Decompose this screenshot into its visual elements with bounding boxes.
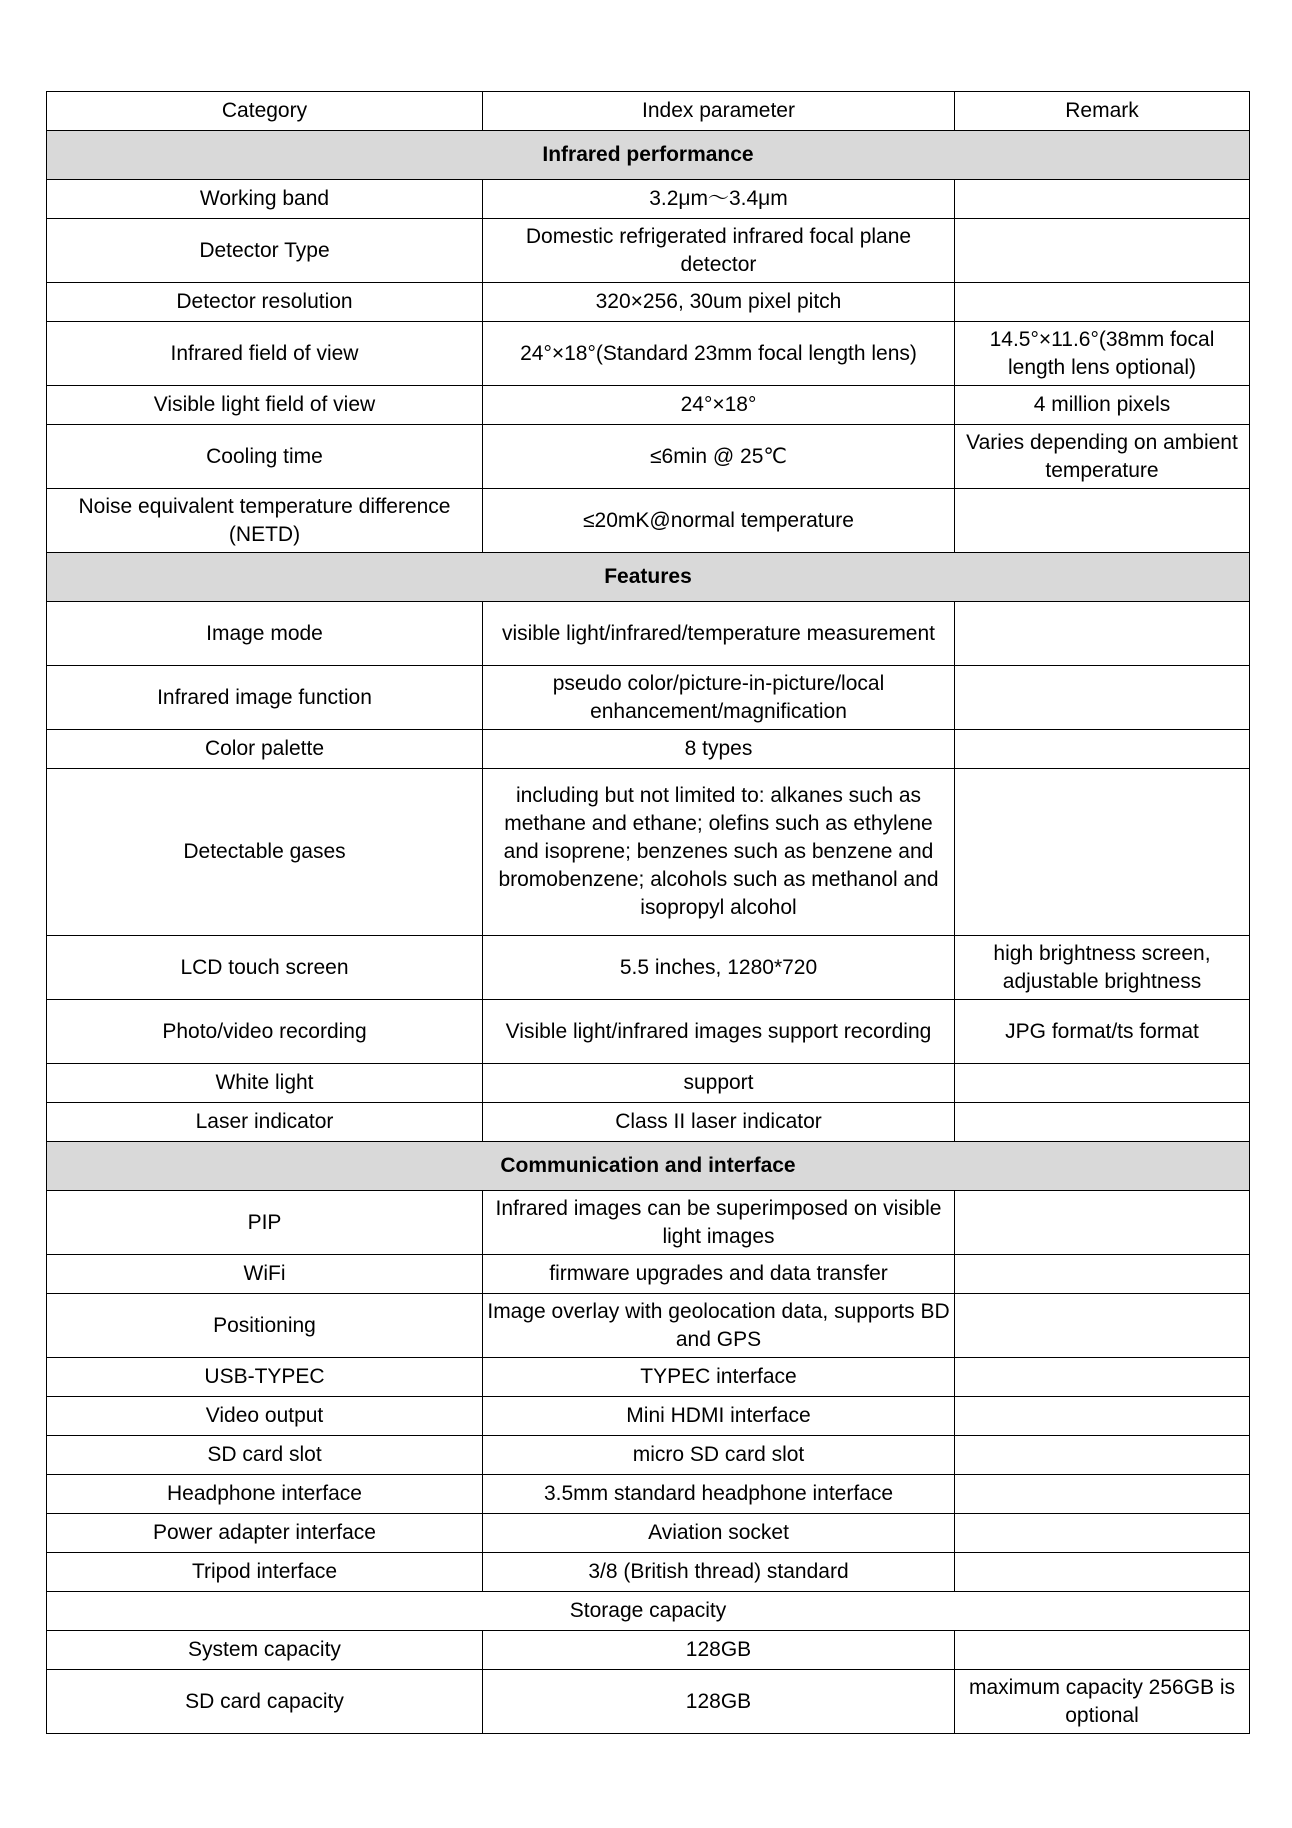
category-cell: Detectable gases: [47, 769, 483, 936]
index-cell: ≤6min @ 25℃: [483, 425, 955, 489]
index-cell: 128GB: [483, 1670, 955, 1734]
section-row: [47, 131, 1250, 180]
index-cell: 3.2μm～3.4μm: [483, 180, 955, 219]
table-row: [47, 1103, 1250, 1142]
category-cell: Color palette: [47, 730, 483, 769]
category-cell: Working band: [47, 180, 483, 219]
section-row: [47, 1142, 1250, 1191]
table-row: [47, 1000, 1250, 1064]
index-cell: Aviation socket: [483, 1514, 955, 1553]
index-cell: firmware upgrades and data transfer: [483, 1255, 955, 1294]
index-cell: Visible light/infrared images support recording: [483, 1000, 955, 1064]
remark-cell: [955, 1631, 1250, 1670]
table-row: [47, 386, 1250, 425]
index-cell: ≤20mK@normal temperature: [483, 489, 955, 553]
table-row: [47, 1255, 1250, 1294]
remark-cell: high brightness screen, adjustable brightness: [955, 936, 1250, 1000]
index-cell: 24°×18°(Standard 23mm focal length lens): [483, 322, 955, 386]
table-row: [47, 1294, 1250, 1358]
index-cell: 320×256, 30um pixel pitch: [483, 283, 955, 322]
index-cell: TYPEC interface: [483, 1358, 955, 1397]
table-row: [47, 1670, 1250, 1734]
remark-cell: [955, 602, 1250, 666]
category-cell: System capacity: [47, 1631, 483, 1670]
index-cell: visible light/infrared/temperature measurement: [483, 602, 955, 666]
index-cell: 3.5mm standard headphone interface: [483, 1475, 955, 1514]
index-cell: Image overlay with geolocation data, supports BD and GPS: [483, 1294, 955, 1358]
index-cell: Domestic refrigerated infrared focal plane detector: [483, 219, 955, 283]
category-cell: Cooling time: [47, 425, 483, 489]
remark-cell: [955, 180, 1250, 219]
table-row: [47, 322, 1250, 386]
category-cell: PIP: [47, 1191, 483, 1255]
section-title: Infrared performance: [47, 131, 1250, 180]
remark-cell: [955, 489, 1250, 553]
table-row: [47, 1191, 1250, 1255]
category-cell: Tripod interface: [47, 1553, 483, 1592]
index-cell: pseudo color/picture-in-picture/local enhancement/magnification: [483, 666, 955, 730]
table-row: [47, 666, 1250, 730]
category-cell: Noise equivalent temperature difference (NETD): [47, 489, 483, 553]
section-title: Features: [47, 553, 1250, 602]
index-cell: 24°×18°: [483, 386, 955, 425]
remark-cell: [955, 769, 1250, 936]
spec-table: [46, 91, 1250, 1734]
index-cell: 8 types: [483, 730, 955, 769]
category-cell: Positioning: [47, 1294, 483, 1358]
remark-cell: 4 million pixels: [955, 386, 1250, 425]
remark-cell: [955, 1475, 1250, 1514]
category-cell: Infrared image function: [47, 666, 483, 730]
table-row: [47, 1475, 1250, 1514]
category-cell: LCD touch screen: [47, 936, 483, 1000]
table-row: [47, 1358, 1250, 1397]
remark-cell: [955, 1553, 1250, 1592]
table-row: [47, 1553, 1250, 1592]
category-cell: USB-TYPEC: [47, 1358, 483, 1397]
table-row: [47, 1397, 1250, 1436]
table-row: [47, 602, 1250, 666]
remark-cell: [955, 1294, 1250, 1358]
section-row: [47, 1592, 1250, 1631]
category-cell: Detector Type: [47, 219, 483, 283]
index-cell: 128GB: [483, 1631, 955, 1670]
index-cell: Mini HDMI interface: [483, 1397, 955, 1436]
category-cell: Laser indicator: [47, 1103, 483, 1142]
table-row: [47, 1514, 1250, 1553]
remark-cell: [955, 1255, 1250, 1294]
remark-cell: maximum capacity 256GB is optional: [955, 1670, 1250, 1734]
category-cell: White light: [47, 1064, 483, 1103]
table-row: [47, 1064, 1250, 1103]
category-cell: Visible light field of view: [47, 386, 483, 425]
category-cell: SD card capacity: [47, 1670, 483, 1734]
category-cell: Infrared field of view: [47, 322, 483, 386]
category-cell: Headphone interface: [47, 1475, 483, 1514]
header-index: Index parameter: [483, 92, 955, 131]
table-row: [47, 936, 1250, 1000]
index-cell: including but not limited to: alkanes such as methane and ethane; olefins such as ethylene and isoprene; benzenes such as benzene and bromobenzene; alcohols such as methanol and isopropyl alcohol: [483, 769, 955, 936]
table-row: [47, 489, 1250, 553]
remark-cell: [955, 1191, 1250, 1255]
table-row: [47, 730, 1250, 769]
section-title: Communication and interface: [47, 1142, 1250, 1191]
category-cell: Image mode: [47, 602, 483, 666]
remark-cell: [955, 283, 1250, 322]
remark-cell: [955, 1514, 1250, 1553]
remark-cell: [955, 1397, 1250, 1436]
section-title: Storage capacity: [47, 1592, 1250, 1631]
section-row: [47, 553, 1250, 602]
index-cell: Class II laser indicator: [483, 1103, 955, 1142]
table-row: [47, 219, 1250, 283]
remark-cell: Varies depending on ambient temperature: [955, 425, 1250, 489]
header-category: Category: [47, 92, 483, 131]
header-row: [47, 92, 1250, 131]
header-remark: Remark: [955, 92, 1250, 131]
index-cell: micro SD card slot: [483, 1436, 955, 1475]
index-cell: support: [483, 1064, 955, 1103]
table-row: [47, 1631, 1250, 1670]
category-cell: Detector resolution: [47, 283, 483, 322]
remark-cell: [955, 1103, 1250, 1142]
table-row: [47, 180, 1250, 219]
index-cell: 3/8 (British thread) standard: [483, 1553, 955, 1592]
category-cell: Power adapter interface: [47, 1514, 483, 1553]
table-row: [47, 769, 1250, 936]
remark-cell: [955, 219, 1250, 283]
remark-cell: JPG format/ts format: [955, 1000, 1250, 1064]
remark-cell: [955, 1436, 1250, 1475]
remark-cell: [955, 1358, 1250, 1397]
category-cell: SD card slot: [47, 1436, 483, 1475]
table-row: [47, 425, 1250, 489]
table-row: [47, 283, 1250, 322]
category-cell: WiFi: [47, 1255, 483, 1294]
index-cell: Infrared images can be superimposed on visible light images: [483, 1191, 955, 1255]
remark-cell: [955, 666, 1250, 730]
table-row: [47, 1436, 1250, 1475]
category-cell: Photo/video recording: [47, 1000, 483, 1064]
remark-cell: [955, 730, 1250, 769]
remark-cell: 14.5°×11.6°(38mm focal length lens optional): [955, 322, 1250, 386]
remark-cell: [955, 1064, 1250, 1103]
category-cell: Video output: [47, 1397, 483, 1436]
index-cell: 5.5 inches, 1280*720: [483, 936, 955, 1000]
